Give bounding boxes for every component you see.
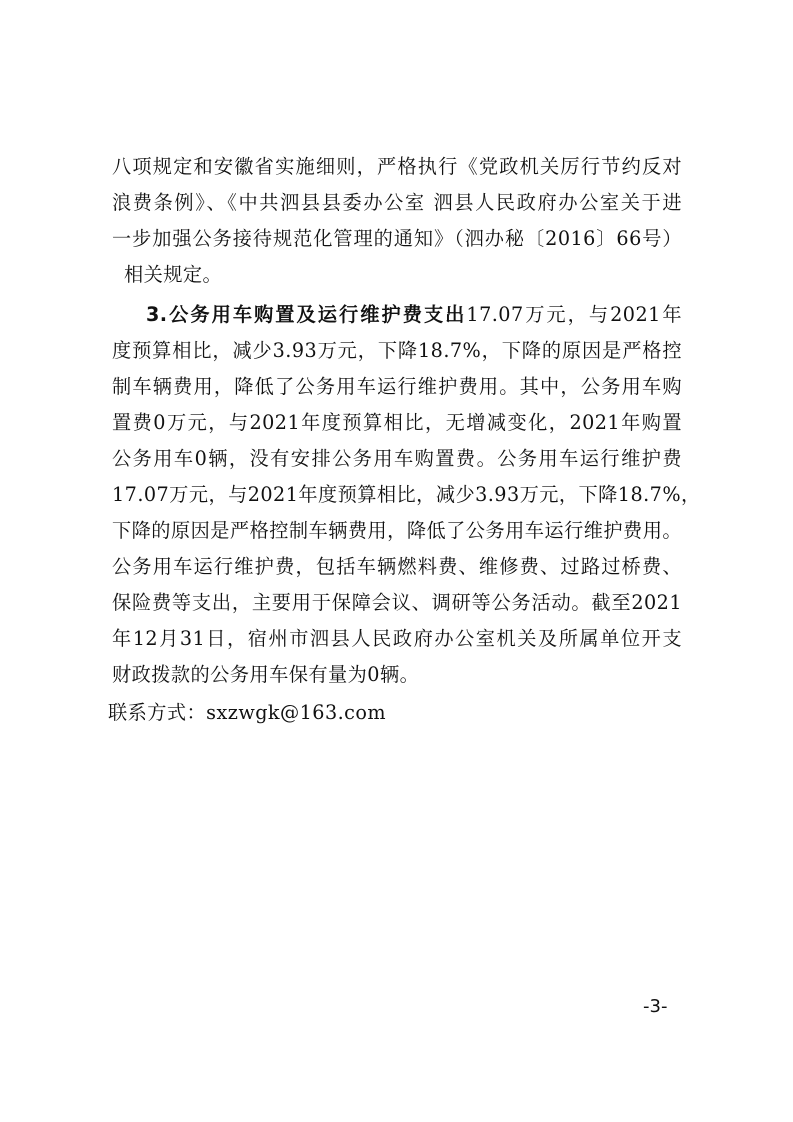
paragraph-line: 公务用车0辆，没有安排公务用车购置费。公务用车运行维护费 bbox=[112, 447, 682, 470]
paragraph-line: 制车辆费用，降低了公务用车运行维护费用。其中，公务用车购 bbox=[112, 375, 682, 398]
paragraph-line: 置费0万元，与2021年度预算相比，无增减变化，2021年购置 bbox=[112, 411, 682, 434]
heading-line-rest: 17.07万元，与2021年 bbox=[466, 303, 682, 326]
paragraph-line: 公务用车运行维护费，包括车辆燃料费、维修费、过路过桥费、 bbox=[112, 555, 682, 578]
paragraph-line: 一步加强公务接待规范化管理的通知》（泗办秘〔2016〕66号） bbox=[112, 227, 682, 250]
paragraph-line: 财政拨款的公务用车保有量为0辆。 bbox=[112, 663, 420, 686]
paragraph-line: 浪费条例》、《中共泗县县委办公室 泗县人民政府办公室关于进 bbox=[112, 191, 682, 214]
contact-info: 联系方式：sxzwgk@163.com bbox=[108, 701, 386, 724]
paragraph-first-line bbox=[146, 298, 682, 332]
paragraph-line: 保险费等支出，主要用于保障会议、调研等公务活动。截至2021 bbox=[112, 591, 682, 614]
section-heading: 3.公务用车购置及运行维护费支出 bbox=[146, 303, 467, 326]
paragraph-line: 相关规定。 bbox=[124, 263, 223, 286]
page-number: -3- bbox=[643, 996, 668, 1017]
paragraph-line: 17.07万元，与2021年度预算相比，减少3.93万元，下降18.7%， bbox=[112, 483, 701, 506]
paragraph-line: 八项规定和安徽省实施细则，严格执行《党政机关厉行节约反对 bbox=[112, 155, 682, 178]
paragraph-line: 年12月31日，宿州市泗县人民政府办公室机关及所属单位开支 bbox=[112, 627, 682, 650]
paragraph-line: 下降的原因是严格控制车辆费用，降低了公务用车运行维护费用。 bbox=[112, 519, 682, 542]
paragraph-line: 度预算相比，减少3.93万元，下降18.7%，下降的原因是严格控 bbox=[112, 339, 682, 362]
